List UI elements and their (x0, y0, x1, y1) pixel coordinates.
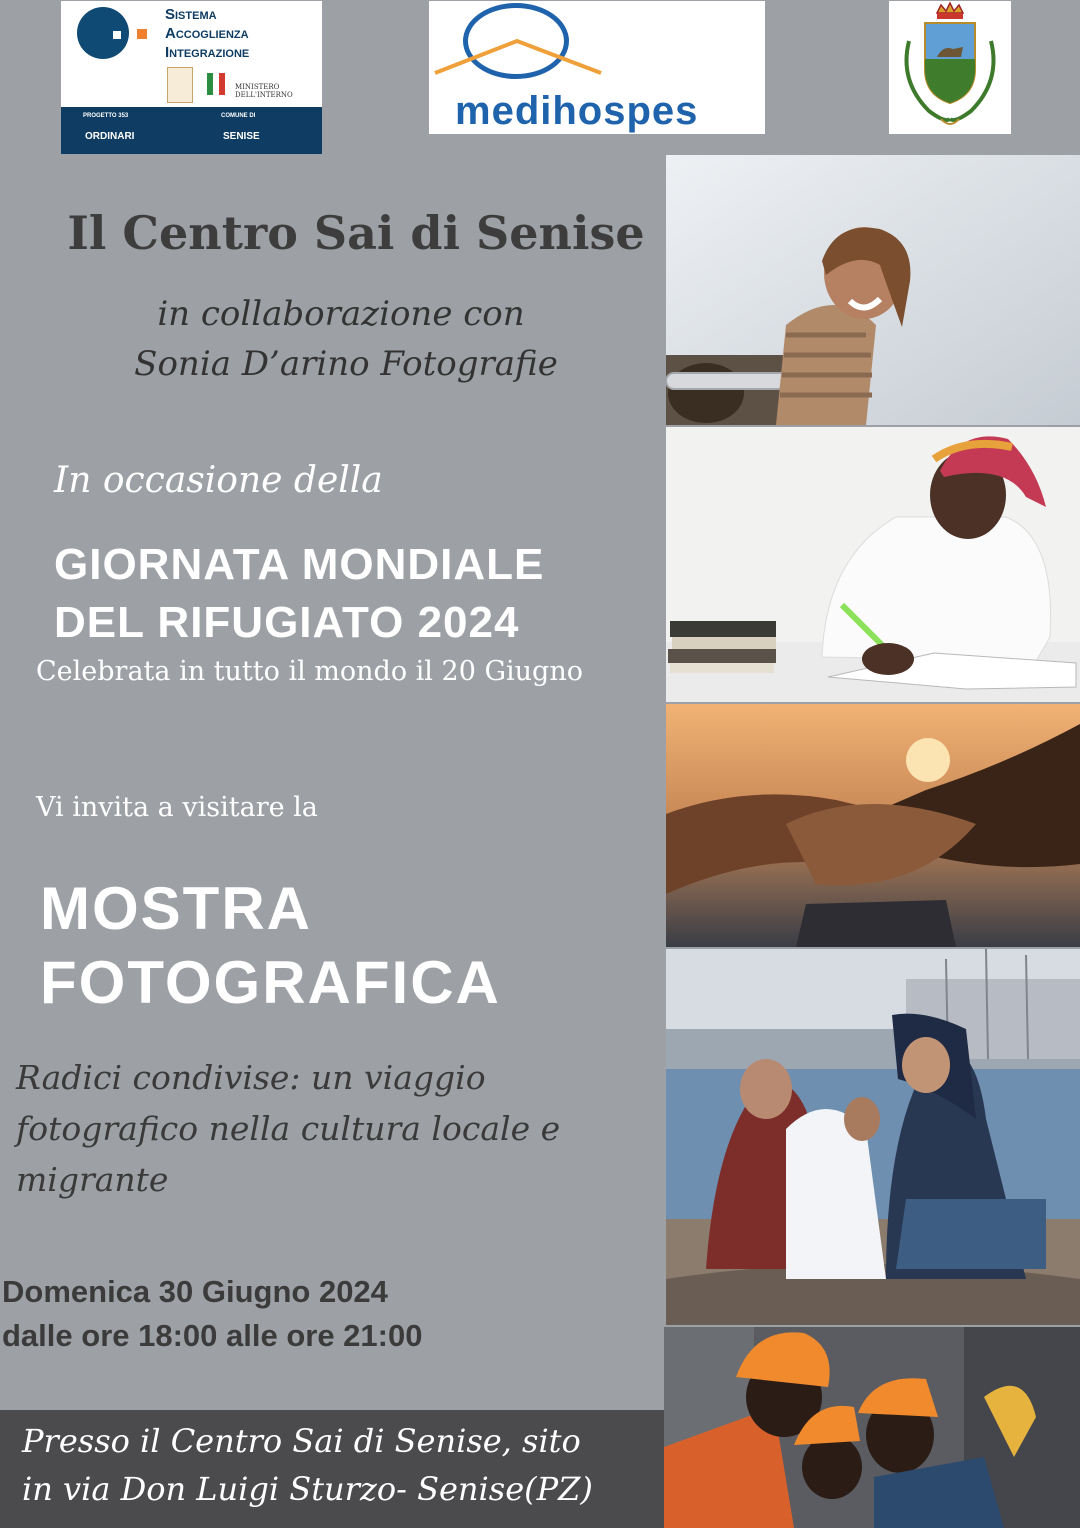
venue-line2: in via Don Luigi Sturzo- Senise(PZ) (22, 1470, 593, 1508)
comune-coat-of-arms-icon (889, 1, 1011, 134)
exhibit-heading-line2: FOTOGRAFICA (40, 949, 501, 1016)
italian-flag-icon (207, 73, 225, 95)
venue-footer (0, 1410, 664, 1528)
event-subtitle: Celebrata in tutto il mondo il 20 Giugno (36, 656, 583, 687)
medihospes-logo (429, 1, 765, 134)
exhibit-heading-line1: MOSTRA (40, 875, 312, 942)
invite-text: Vi invita a visitare la (36, 792, 318, 823)
photographer-name: Sonia D’arino Fotografie (134, 344, 558, 384)
comune-value: SENISE (223, 131, 260, 142)
project-label: PROGETTO 353 (83, 113, 129, 119)
sai-project-bar (61, 107, 322, 154)
event-title-line1: GIORNATA MONDIALE (54, 540, 545, 589)
exhibit-title: Radici condivise: un viaggio fotografico nella cultura locale e migrante (16, 1058, 561, 1199)
ministry-label: MINISTERO DELL'INTERNO (235, 83, 293, 99)
collaboration-line: in collaborazione con (157, 294, 525, 334)
sai-circle-icon (77, 7, 129, 59)
anci-icon (167, 67, 193, 103)
medihospes-wordmark: medihospes (455, 89, 699, 133)
sai-name (165, 5, 249, 62)
project-value: ORDINARI (85, 131, 135, 142)
photo-workers (664, 1327, 1080, 1528)
sai-name-line2: Accoglienza (165, 25, 249, 42)
medihospes-roof-icon (433, 15, 603, 75)
sai-name-line1: Sistema (165, 6, 217, 23)
venue-line1: Presso il Centro Sai di Senise, sito (22, 1422, 581, 1460)
occasion-label: In occasione della (54, 460, 383, 501)
comune-label: COMUNE DI (221, 113, 256, 119)
photo-woman-writing (666, 427, 1080, 702)
sai-square-icon (137, 29, 147, 39)
photo-holding-hands (666, 704, 1080, 947)
photo-smiling-girl (666, 155, 1080, 425)
event-hours: dalle ore 18:00 alle ore 21:00 (2, 1318, 423, 1353)
photo-family-beach (666, 949, 1080, 1325)
event-date: Domenica 30 Giugno 2024 (2, 1274, 388, 1309)
sai-name-line3: Integrazione (165, 44, 250, 61)
sai-logo (61, 1, 322, 154)
event-title-line2: DEL RIFUGIATO 2024 (54, 598, 520, 647)
page-title: Il Centro Sai di Senise (67, 206, 645, 260)
